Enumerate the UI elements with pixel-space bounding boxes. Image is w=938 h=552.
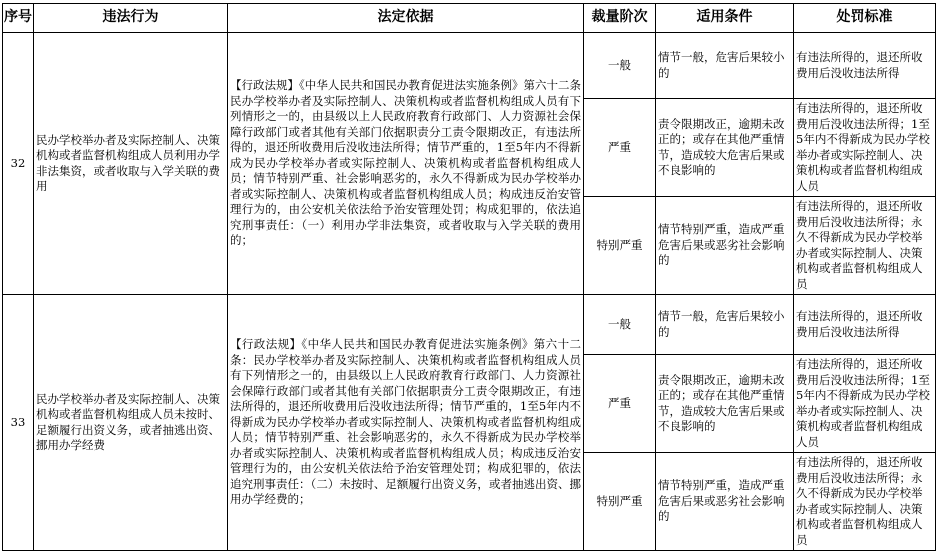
header-row <box>3 4 936 33</box>
header-seq: 序号 <box>3 4 34 33</box>
row-basis: 【行政法规】《中华人民共和国民办教育促进法实施条例》第六十二条 民办学校举办者及实际控制人、决策机构或者监督机构组成人员有下列情形之一的，由县级以上人民政府教育行政部门、人力资源社会保障行政部门或者其他有关部门依据职责分工责令限期改正，有违法所得的，退还所收费用后没收违法所得；情节严重的，1至5年内不得新成为民办学校举办者或实际控制人、决策机构或者监督机构组成人员；情节特别严重、社会影响恶劣的，永久不得新成为民办学校举办者或实际控制人、决策机构或者监督机构组成人员；构成违反治安管理行为的，由公安机关依法给予治安管理处罚；构成犯罪的，依法追究刑事责任：（一）利用办学非法集资，或者收取与入学关联的费用的； <box>228 33 584 295</box>
condition-cell: 情节一般，危害后果较小的 <box>656 295 794 355</box>
level-cell: 严重 <box>584 99 656 197</box>
standard-cell: 有违法所得的，退还所收费用后没收违法所得；永久不得新成为民办学校举办者或实际控制人、决策机构或者监督机构组成人员 <box>794 197 936 295</box>
row-basis: 【行政法规】《中华人民共和国民办教育促进法实施条例》第六十二条：民办学校举办者及实际控制人、决策机构或者监督机构组成人员有下列情形之一的，由县级以上人民政府教育行政部门、人力资源社会保障行政部门或者其他有关部门依据职责分工责令限期改正，有违法所得的，退还所收费用后没收违法所得；情节严重的，1至5年内不得新成为民办学校举办者或实际控制人、决策机构或者监督机构组成人员；情节特别严重、社会影响恶劣的，永久不得新成为民办学校举办者或实际控制人、决策机构或者监督机构组成人员；构成违反治安管理行为的，由公安机关依法给予治安管理处罚；构成犯罪的，依法追究刑事责任：（二）未按时、足额履行出资义务，或者抽逃出资、挪用办学经费的； <box>228 295 584 551</box>
row-seq: 33 <box>3 295 34 551</box>
condition-cell: 责令限期改正，逾期未改正的；或存在其他严重情节，造成较大危害后果或不良影响的 <box>656 99 794 197</box>
table-row <box>3 33 936 99</box>
header-standard: 处罚标准 <box>794 4 936 33</box>
standard-cell: 有违法所得的，退还所收费用后没收违法所得；1至5年内不得新成为民办学校举办者或实际控制人、决策机构或者监督机构组成人员 <box>794 99 936 197</box>
header-behavior: 违法行为 <box>34 4 228 33</box>
standard-cell: 有违法所得的，退还所收费用后没收违法所得；1至5年内不得新成为民办学校举办者或实际控制人、决策机构或者监督机构组成人员 <box>794 355 936 453</box>
condition-cell: 情节特别严重，造成严重危害后果或恶劣社会影响的 <box>656 197 794 295</box>
header-level: 裁量阶次 <box>584 4 656 33</box>
header-condition: 适用条件 <box>656 4 794 33</box>
level-cell: 一般 <box>584 295 656 355</box>
level-cell: 特别严重 <box>584 453 656 551</box>
row-behavior: 民办学校举办者及实际控制人、决策机构或者监督机构组成人员利用办学非法集资，或者收取与入学关联的费用 <box>34 33 228 295</box>
penalty-table <box>2 3 936 551</box>
header-basis: 法定依据 <box>228 4 584 33</box>
condition-cell: 责令限期改正，逾期未改正的；或存在其他严重情节，造成较大危害后果或不良影响的 <box>656 355 794 453</box>
condition-cell: 情节特别严重，造成严重危害后果或恶劣社会影响的 <box>656 453 794 551</box>
standard-cell: 有违法所得的，退还所收费用后没收违法所得 <box>794 295 936 355</box>
row-seq: 32 <box>3 33 34 295</box>
standard-cell: 有违法所得的，退还所收费用后没收违法所得；永久不得新成为民办学校举办者或实际控制人、决策机构或者监督机构组成人员 <box>794 453 936 551</box>
row-behavior: 民办学校举办者及实际控制人、决策机构或者监督机构组成人员未按时、足额履行出资义务，或者抽逃出资、挪用办学经费 <box>34 295 228 551</box>
condition-cell: 情节一般，危害后果较小的 <box>656 33 794 99</box>
level-cell: 特别严重 <box>584 197 656 295</box>
level-cell: 严重 <box>584 355 656 453</box>
table-row <box>3 295 936 355</box>
level-cell: 一般 <box>584 33 656 99</box>
standard-cell: 有违法所得的，退还所收费用后没收违法所得 <box>794 33 936 99</box>
